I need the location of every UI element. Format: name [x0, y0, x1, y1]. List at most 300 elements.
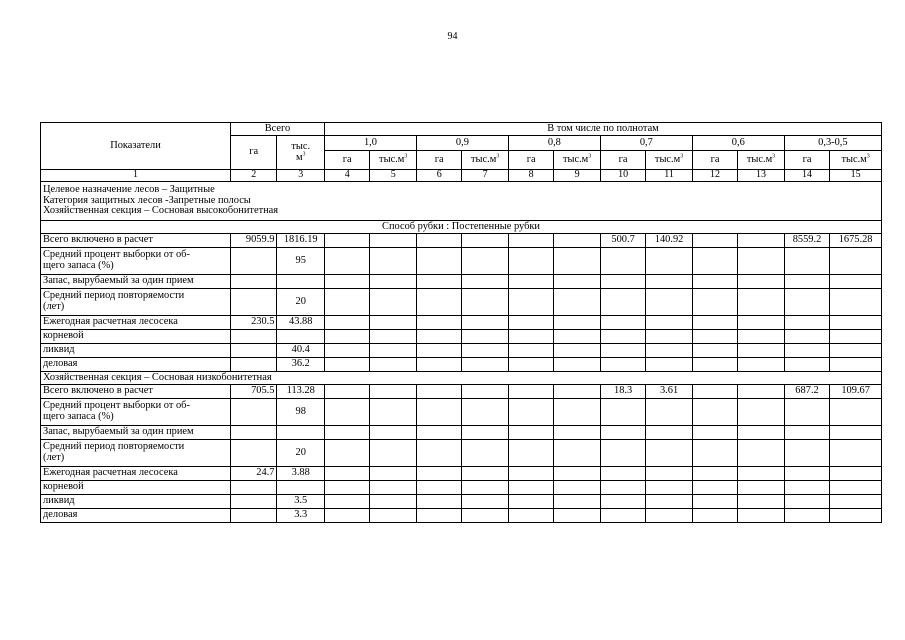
value-cell: [370, 440, 416, 467]
value-cell: [554, 316, 600, 330]
value-cell: [738, 440, 784, 467]
density-1-0: 1,0: [325, 136, 417, 151]
value-cell: [784, 330, 829, 344]
value-cell: [370, 426, 416, 440]
row-label: деловая: [41, 358, 231, 372]
value-cell: [370, 495, 416, 509]
value-cell: [231, 440, 277, 467]
value-cell: [784, 275, 829, 289]
value-cell: [370, 358, 416, 372]
value-cell: 98: [277, 399, 325, 426]
value-cell: [462, 234, 508, 248]
unit-ga: га: [508, 151, 553, 170]
section-1-rows: [41, 234, 882, 372]
m-label: м: [295, 151, 303, 163]
value-cell: [646, 467, 692, 481]
value-cell: [738, 467, 784, 481]
unit-ga: га: [692, 151, 737, 170]
value-cell: [738, 234, 784, 248]
unit-tys: $тыс.м^3$: [370, 151, 416, 170]
value-cell: [646, 495, 692, 509]
value-cell: [325, 481, 370, 495]
value-cell: [462, 275, 508, 289]
value-cell: 687.2: [784, 385, 829, 399]
value-cell: [325, 426, 370, 440]
density-0-6: 0,6: [692, 136, 784, 151]
value-cell: [692, 330, 737, 344]
value-cell: [692, 385, 737, 399]
value-cell: [508, 467, 553, 481]
value-cell: [600, 440, 645, 467]
value-cell: [416, 344, 461, 358]
value-cell: [600, 426, 645, 440]
value-cell: [600, 330, 645, 344]
density-0-8: 0,8: [508, 136, 600, 151]
row-label: корневой: [41, 330, 231, 344]
value-cell: [692, 289, 737, 316]
value-cell: [600, 344, 645, 358]
column-number: 7: [462, 170, 508, 182]
value-cell: [325, 399, 370, 426]
value-cell: [508, 399, 553, 426]
value-cell: [692, 358, 737, 372]
row-label: ликвид: [41, 495, 231, 509]
row-label-line: Средний период повторяемости: [43, 290, 185, 302]
value-cell: [508, 426, 553, 440]
density-0-9: 0,9: [416, 136, 508, 151]
value-cell: [370, 467, 416, 481]
value-cell: [830, 509, 882, 523]
table-row: [41, 385, 882, 399]
value-cell: [692, 467, 737, 481]
unit-tys: $тыс.м^3$: [554, 151, 600, 170]
value-cell: [325, 289, 370, 316]
value-cell: [416, 316, 461, 330]
value-cell: 95: [277, 248, 325, 275]
density-header: В том числе по полнотам: [325, 123, 882, 136]
value-cell: [646, 399, 692, 426]
value-cell: [325, 248, 370, 275]
value-cell: 36.2: [277, 358, 325, 372]
value-cell: [646, 344, 692, 358]
indicators-header: Показатели: [41, 123, 231, 170]
value-cell: [554, 330, 600, 344]
value-cell: [231, 289, 277, 316]
value-cell: [692, 495, 737, 509]
total-header: Всего: [231, 123, 325, 136]
value-cell: [784, 316, 829, 330]
value-cell: [231, 275, 277, 289]
value-cell: 3.61: [646, 385, 692, 399]
value-cell: 20: [277, 440, 325, 467]
value-cell: [508, 509, 553, 523]
value-cell: [830, 344, 882, 358]
table-row: [41, 509, 882, 523]
value-cell: 8559.2: [784, 234, 829, 248]
row-label: корневой: [41, 481, 231, 495]
value-cell: [830, 481, 882, 495]
value-cell: [692, 234, 737, 248]
value-cell: 230.5: [231, 316, 277, 330]
value-cell: 113.28: [277, 385, 325, 399]
value-cell: [325, 467, 370, 481]
value-cell: 109.67: [830, 385, 882, 399]
value-cell: [784, 495, 829, 509]
value-cell: [416, 275, 461, 289]
value-cell: [738, 248, 784, 275]
density-0-3-0-5: 0,3-0,5: [784, 136, 881, 151]
value-cell: [600, 316, 645, 330]
value-cell: [554, 385, 600, 399]
value-cell: [325, 509, 370, 523]
unit-ga: га: [600, 151, 645, 170]
table-row: [41, 248, 882, 275]
value-cell: [784, 358, 829, 372]
value-cell: [738, 481, 784, 495]
value-cell: [277, 481, 325, 495]
row-label-line: Средний процент выборки от об-: [43, 249, 190, 261]
value-cell: [370, 399, 416, 426]
value-cell: 1816.19: [277, 234, 325, 248]
value-cell: [416, 440, 461, 467]
column-number: 5: [370, 170, 416, 182]
table-row: [41, 399, 882, 426]
value-cell: [416, 509, 461, 523]
protective-category-line: Категория защитных лесов -Запретные полосы: [43, 194, 251, 206]
value-cell: [370, 481, 416, 495]
row-label: Запас, вырубаемый за один прием: [41, 275, 231, 289]
value-cell: [784, 344, 829, 358]
unit-ga: га: [325, 151, 370, 170]
value-cell: [692, 248, 737, 275]
value-cell: [738, 509, 784, 523]
value-cell: [277, 330, 325, 344]
row-label: деловая: [41, 509, 231, 523]
value-cell: [231, 358, 277, 372]
value-cell: [508, 316, 553, 330]
value-cell: [784, 467, 829, 481]
value-cell: [738, 495, 784, 509]
value-cell: [370, 316, 416, 330]
unit-ga: га: [784, 151, 829, 170]
value-cell: 9059.9: [231, 234, 277, 248]
value-cell: [738, 275, 784, 289]
table-row: [41, 358, 882, 372]
value-cell: [231, 248, 277, 275]
value-cell: [646, 289, 692, 316]
column-number: 1: [41, 170, 231, 182]
unit-tys: $тыс.м^3$: [462, 151, 508, 170]
table-row: [41, 234, 882, 248]
value-cell: [508, 385, 553, 399]
value-cell: [600, 358, 645, 372]
value-cell: [692, 275, 737, 289]
value-cell: [508, 275, 553, 289]
unit-tys: $тыс.м^3$: [830, 151, 882, 170]
value-cell: [600, 399, 645, 426]
value-cell: [830, 330, 882, 344]
value-cell: [370, 275, 416, 289]
value-cell: [784, 248, 829, 275]
section-2-title: Хозяйственная секция – Сосновая низкобонитетная: [41, 372, 882, 385]
value-cell: [231, 509, 277, 523]
value-cell: [416, 385, 461, 399]
table-row: [41, 426, 882, 440]
total-tys-header: [277, 136, 325, 170]
value-cell: [692, 399, 737, 426]
row-label-line: (лет): [43, 301, 65, 312]
page-number: 94: [447, 31, 458, 42]
column-number: 11: [646, 170, 692, 182]
value-cell: [692, 509, 737, 523]
value-cell: [325, 440, 370, 467]
value-cell: [600, 509, 645, 523]
value-cell: 705.5: [231, 385, 277, 399]
row-label: Ежегодная расчетная лесосека: [41, 316, 231, 330]
value-cell: [692, 316, 737, 330]
row-label-line: Средний период повторяемости: [43, 441, 185, 453]
table-row: [41, 481, 882, 495]
value-cell: [738, 289, 784, 316]
value-cell: 500.7: [600, 234, 645, 248]
value-cell: [738, 344, 784, 358]
value-cell: [508, 440, 553, 467]
value-cell: [554, 481, 600, 495]
column-number: 2: [231, 170, 277, 182]
value-cell: [508, 289, 553, 316]
row-label: Запас, вырубаемый за один прием: [41, 426, 231, 440]
column-number: 15: [830, 170, 882, 182]
value-cell: [646, 316, 692, 330]
value-cell: [325, 495, 370, 509]
value-cell: [370, 330, 416, 344]
cutting-method-row: [41, 221, 882, 234]
value-cell: [646, 330, 692, 344]
column-number: 10: [600, 170, 645, 182]
value-cell: [325, 330, 370, 344]
value-cell: [462, 385, 508, 399]
value-cell: [600, 481, 645, 495]
value-cell: [784, 399, 829, 426]
value-cell: [416, 399, 461, 426]
value-cell: 20: [277, 289, 325, 316]
value-cell: [416, 358, 461, 372]
value-cell: [508, 495, 553, 509]
value-cell: [830, 495, 882, 509]
value-cell: [462, 399, 508, 426]
value-cell: [830, 248, 882, 275]
value-cell: [830, 275, 882, 289]
value-cell: [600, 275, 645, 289]
value-cell: [277, 275, 325, 289]
value-cell: [508, 248, 553, 275]
table-row: [41, 330, 882, 344]
value-cell: [738, 316, 784, 330]
value-cell: [554, 399, 600, 426]
value-cell: [738, 399, 784, 426]
value-cell: [554, 248, 600, 275]
column-number: 8: [508, 170, 553, 182]
value-cell: 3.88: [277, 467, 325, 481]
section-2-title-row: [41, 372, 882, 385]
info-row: [41, 182, 882, 221]
value-cell: [508, 344, 553, 358]
value-cell: 24.7: [231, 467, 277, 481]
value-cell: [462, 289, 508, 316]
column-number: 14: [784, 170, 829, 182]
value-cell: [416, 289, 461, 316]
value-cell: [554, 344, 600, 358]
value-cell: [325, 385, 370, 399]
value-cell: [370, 385, 416, 399]
value-cell: [784, 289, 829, 316]
value-cell: [646, 248, 692, 275]
value-cell: [416, 495, 461, 509]
value-cell: [646, 275, 692, 289]
value-cell: [830, 289, 882, 316]
value-cell: [554, 467, 600, 481]
row-label: ликвид: [41, 344, 231, 358]
value-cell: [646, 440, 692, 467]
value-cell: [416, 426, 461, 440]
value-cell: [646, 358, 692, 372]
table-row: [41, 344, 882, 358]
forest-purpose-line: Целевое назначение лесов – Защитные: [43, 183, 215, 195]
column-number: 13: [738, 170, 784, 182]
value-cell: [325, 316, 370, 330]
value-cell: [462, 467, 508, 481]
value-cell: 1675.28: [830, 234, 882, 248]
column-number: 6: [416, 170, 461, 182]
value-cell: [738, 426, 784, 440]
value-cell: 3.5: [277, 495, 325, 509]
value-cell: [231, 330, 277, 344]
value-cell: [692, 440, 737, 467]
info-block: [41, 182, 882, 221]
value-cell: [231, 426, 277, 440]
value-cell: [277, 426, 325, 440]
value-cell: [692, 426, 737, 440]
value-cell: [830, 399, 882, 426]
value-cell: [462, 481, 508, 495]
value-cell: [830, 467, 882, 481]
value-cell: [554, 495, 600, 509]
value-cell: 3.3: [277, 509, 325, 523]
table-row: [41, 289, 882, 316]
value-cell: [738, 358, 784, 372]
value-cell: [325, 344, 370, 358]
value-cell: [784, 481, 829, 495]
value-cell: [462, 358, 508, 372]
value-cell: [554, 440, 600, 467]
value-cell: [462, 330, 508, 344]
value-cell: [692, 344, 737, 358]
row-label: Всего включено в расчет: [41, 234, 231, 248]
value-cell: [554, 275, 600, 289]
cutting-method-caption: Способ рубки : Постепенные рубки: [41, 221, 882, 234]
value-cell: [508, 234, 553, 248]
value-cell: [370, 289, 416, 316]
row-label: [41, 440, 231, 467]
column-numbers-row: [41, 170, 882, 182]
value-cell: [462, 316, 508, 330]
row-label-line: щего запаса (%): [43, 260, 114, 271]
value-cell: [508, 330, 553, 344]
value-cell: 40.4: [277, 344, 325, 358]
value-cell: [462, 426, 508, 440]
value-cell: [646, 481, 692, 495]
unit-ga: га: [416, 151, 461, 170]
value-cell: [600, 467, 645, 481]
value-cell: [692, 481, 737, 495]
value-cell: [462, 440, 508, 467]
total-ga-header: га: [231, 136, 277, 170]
table-row: [41, 275, 882, 289]
row-label: Всего включено в расчет: [41, 385, 231, 399]
table-row: [41, 316, 882, 330]
row-label: [41, 289, 231, 316]
table-row: [41, 495, 882, 509]
value-cell: 140.92: [646, 234, 692, 248]
value-cell: 43.88: [277, 316, 325, 330]
value-cell: [231, 481, 277, 495]
section-2-rows: [41, 385, 882, 523]
value-cell: [370, 509, 416, 523]
value-cell: [784, 440, 829, 467]
value-cell: [231, 495, 277, 509]
density-0-7: 0,7: [600, 136, 692, 151]
row-label: Ежегодная расчетная лесосека: [41, 467, 231, 481]
value-cell: [784, 426, 829, 440]
row-label: [41, 248, 231, 275]
column-number: 4: [325, 170, 370, 182]
row-label-line: (лет): [43, 452, 65, 463]
economic-section-line: Хозяйственная секция – Сосновая высокобонитетная: [43, 205, 279, 217]
value-cell: 18.3: [600, 385, 645, 399]
unit-tys: $тыс.м^3$: [646, 151, 692, 170]
value-cell: [600, 248, 645, 275]
value-cell: [231, 344, 277, 358]
value-cell: [830, 426, 882, 440]
value-cell: [370, 234, 416, 248]
value-cell: [325, 358, 370, 372]
column-number: 12: [692, 170, 737, 182]
row-label: [41, 399, 231, 426]
value-cell: [462, 344, 508, 358]
header-row-1: [41, 123, 882, 136]
value-cell: [462, 509, 508, 523]
value-cell: [738, 330, 784, 344]
cube-sup: 3: [302, 151, 306, 158]
value-cell: [325, 275, 370, 289]
value-cell: [370, 248, 416, 275]
value-cell: [600, 289, 645, 316]
value-cell: [600, 495, 645, 509]
table-row: [41, 467, 882, 481]
value-cell: [738, 385, 784, 399]
value-cell: [554, 509, 600, 523]
column-number: 3: [277, 170, 325, 182]
value-cell: [646, 426, 692, 440]
value-cell: [784, 509, 829, 523]
tys-label: тыс.: [291, 140, 311, 152]
column-number: 9: [554, 170, 600, 182]
value-cell: [508, 481, 553, 495]
value-cell: [508, 358, 553, 372]
unit-tys: $тыс.м^3$: [738, 151, 784, 170]
value-cell: [646, 509, 692, 523]
value-cell: [416, 234, 461, 248]
